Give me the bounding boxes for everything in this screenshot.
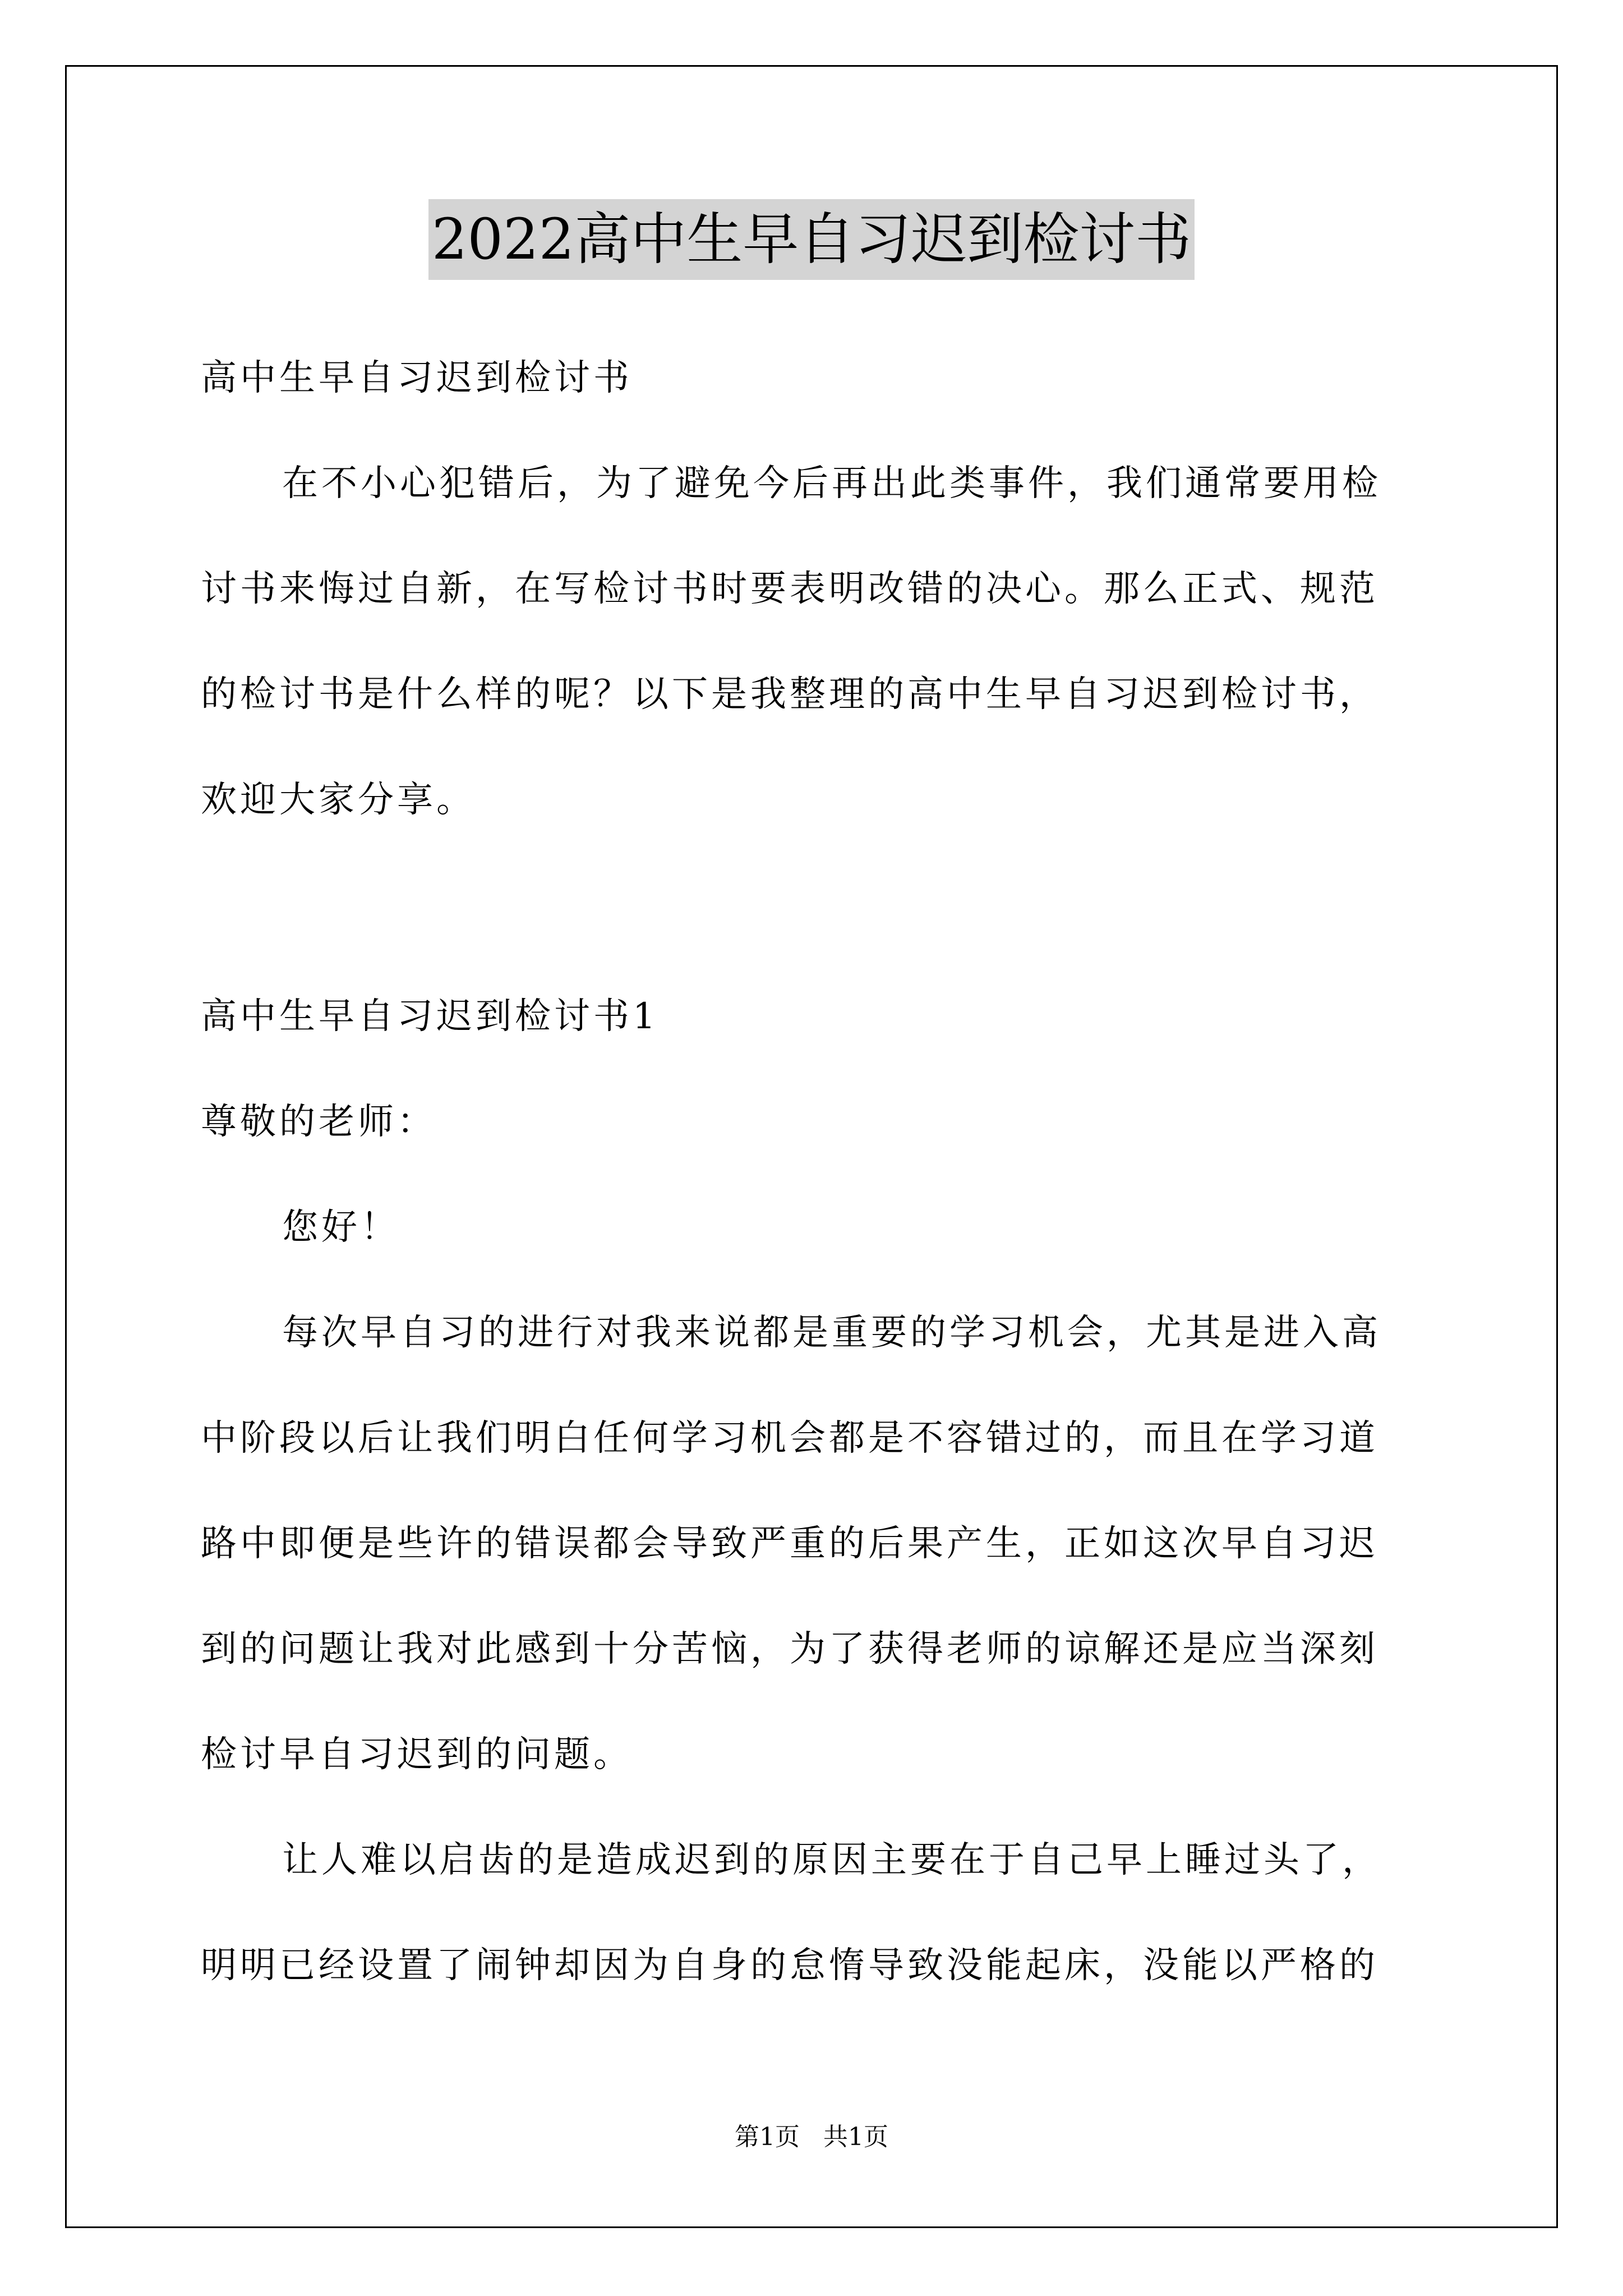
title-container bbox=[0, 199, 1623, 280]
page-footer: 第1页 共1页 bbox=[735, 2123, 888, 2151]
paragraph-line: 在不小心犯错后，为了避免今后再出此类事件，我们通常要用检 bbox=[282, 463, 1381, 504]
paragraph-line: 明明已经设置了闹钟却因为自身的怠惰导致没能起床，没能以严格的 bbox=[201, 1945, 1378, 1986]
paragraph-line: 中阶段以后让我们明白任何学习机会都是不容错过的，而且在学习道 bbox=[201, 1418, 1378, 1459]
greeting: 您好！ bbox=[282, 1207, 400, 1248]
paragraph-line: 让人难以启齿的是造成迟到的原因主要在于自己早上睡过头了， bbox=[282, 1839, 1381, 1881]
section-heading: 高中生早自习迟到检讨书1 bbox=[201, 996, 659, 1037]
paragraph-line: 路中即便是些许的错误都会导致严重的后果产生，正如这次早自习迟 bbox=[201, 1523, 1378, 1565]
paragraph-line: 欢迎大家分享。 bbox=[201, 779, 476, 821]
paragraph-line: 每次早自习的进行对我来说都是重要的学习机会，尤其是进入高 bbox=[282, 1312, 1381, 1354]
paragraph-line: 检讨早自习迟到的问题。 bbox=[201, 1734, 633, 1775]
paragraph-line: 的检讨书是什么样的呢？以下是我整理的高中生早自习迟到检讨书， bbox=[201, 674, 1378, 715]
paragraph-line: 到的问题让我对此感到十分苦恼，为了获得老师的谅解还是应当深刻 bbox=[201, 1628, 1378, 1670]
paragraph-line: 讨书来悔过自新，在写检讨书时要表明改错的决心。那么正式、规范 bbox=[201, 568, 1378, 610]
salutation: 尊敬的老师： bbox=[201, 1101, 436, 1143]
subtitle-line: 高中生早自习迟到检讨书 bbox=[201, 357, 633, 399]
document-title: 2022高中生早自习迟到检讨书 bbox=[428, 199, 1195, 280]
